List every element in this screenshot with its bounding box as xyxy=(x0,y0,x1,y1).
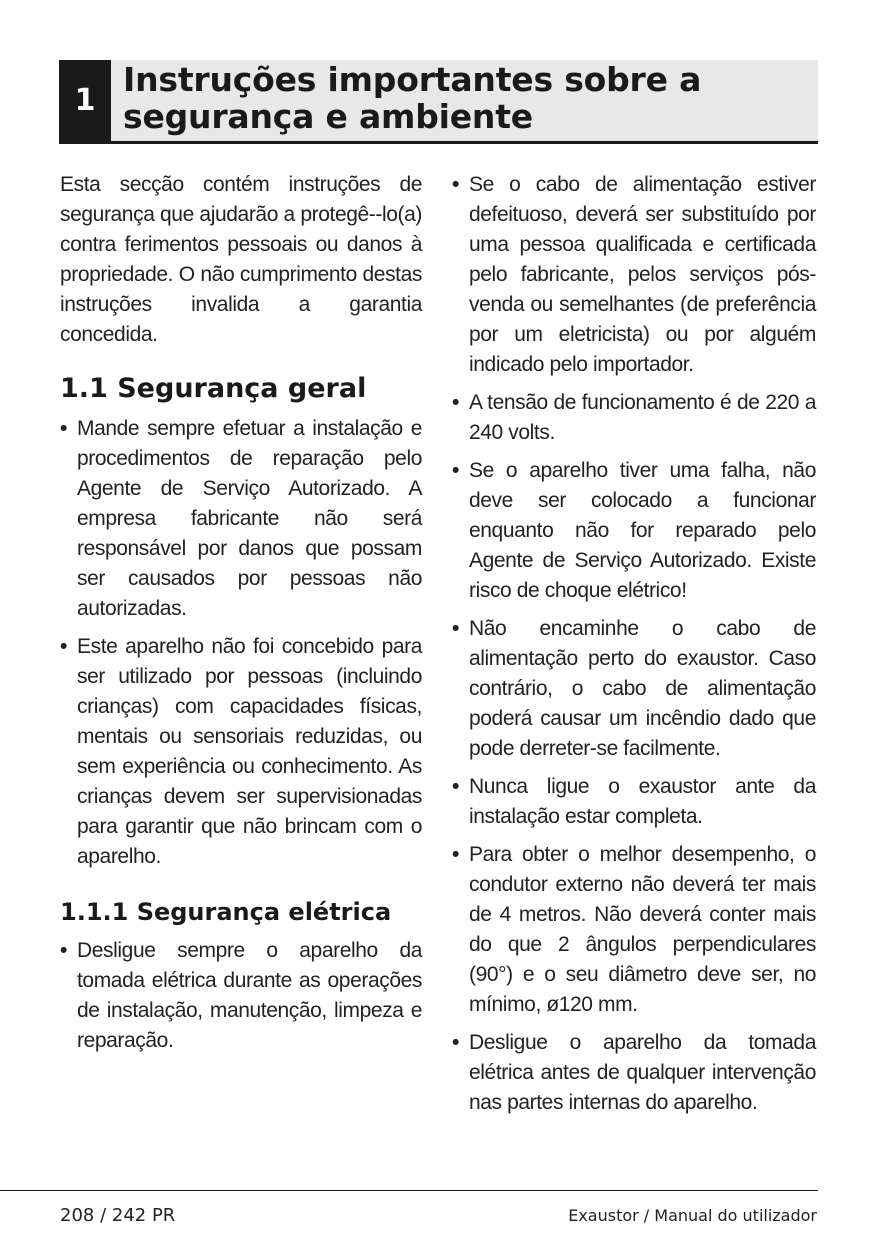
chapter-number: 1 xyxy=(59,60,111,141)
list-item: • Nunca ligue o exaustor ante da instalação estar completa. xyxy=(452,772,816,832)
list-item: • Este aparelho não foi concebido para ser utilizado por pessoas (incluindo crianças) com capacidades físicas, mentais ou sensoriais reduzidas, ou sem experiência ou conhecimento. As crianças devem ser supervisionadas para garantir que não brincam com o aparelho. xyxy=(60,632,422,872)
chapter-header xyxy=(59,60,818,144)
section-heading-general-safety: 1.1 Segurança geral xyxy=(60,373,367,404)
footer-divider xyxy=(0,1190,818,1191)
electrical-safety-list-left xyxy=(60,936,422,1056)
list-item: • Se o aparelho tiver uma falha, não deve ser colocado a funcionar enquanto não for reparado pelo Agente de Serviço Autorizado. Existe risco de choque elétrico! xyxy=(452,456,816,606)
list-item: • Mande sempre efetuar a instalação e procedimentos de reparação pelo Agente de Serviço Autorizado. A empresa fabricante não será responsável por danos que possam ser causados por pessoas não autorizadas. xyxy=(60,414,422,624)
right-column xyxy=(452,170,816,1126)
list-item: • Para obter o melhor desempenho, o condutor externo não deverá ter mais de 4 metros. Não deverá conter mais do que 2 ângulos perpendiculares (90°) e o seu diâmetro deve ser, no mínimo, ø120 mm. xyxy=(452,840,816,1020)
list-item: • Não encaminhe o cabo de alimentação perto do exaustor. Caso contrário, o cabo de alimentação poderá causar um incêndio dado que pode derreter-se facilmente. xyxy=(452,614,816,764)
list-item: • Se o cabo de alimentação estiver defeituoso, deverá ser substituído por uma pessoa qualificada e certificada pelo fabricante, pelos serviços pós-venda ou semelhantes (de preferência por um eletricista) ou por alguém indicado pelo importador. xyxy=(452,170,816,380)
list-item: • A tensão de funcionamento é de 220 a 240 volts. xyxy=(452,388,816,448)
page-number: 208 / 242 PR xyxy=(60,1205,176,1226)
list-item: • Desligue o aparelho da tomada elétrica antes de qualquer intervenção nas partes internas do aparelho. xyxy=(452,1028,816,1118)
document-title: Exaustor / Manual do utilizador xyxy=(568,1206,817,1225)
electrical-safety-list-right xyxy=(452,170,816,1118)
list-item: • Desligue sempre o aparelho da tomada elétrica durante as operações de instalação, manutenção, limpeza e reparação. xyxy=(60,936,422,1056)
general-safety-list xyxy=(60,414,422,872)
intro-paragraph: Esta secção contém instruções de segurança que ajudarão a protegê--lo(a) contra ferimentos pessoais ou danos à propriedade. O não cumprimento destas instruções invalida a garantia concedida. xyxy=(60,173,422,346)
section-heading-electrical-safety: 1.1.1 Segurança elétrica xyxy=(60,898,392,926)
chapter-title: Instruções importantes sobre a segurança e ambiente xyxy=(123,60,702,136)
left-column xyxy=(60,170,422,1064)
